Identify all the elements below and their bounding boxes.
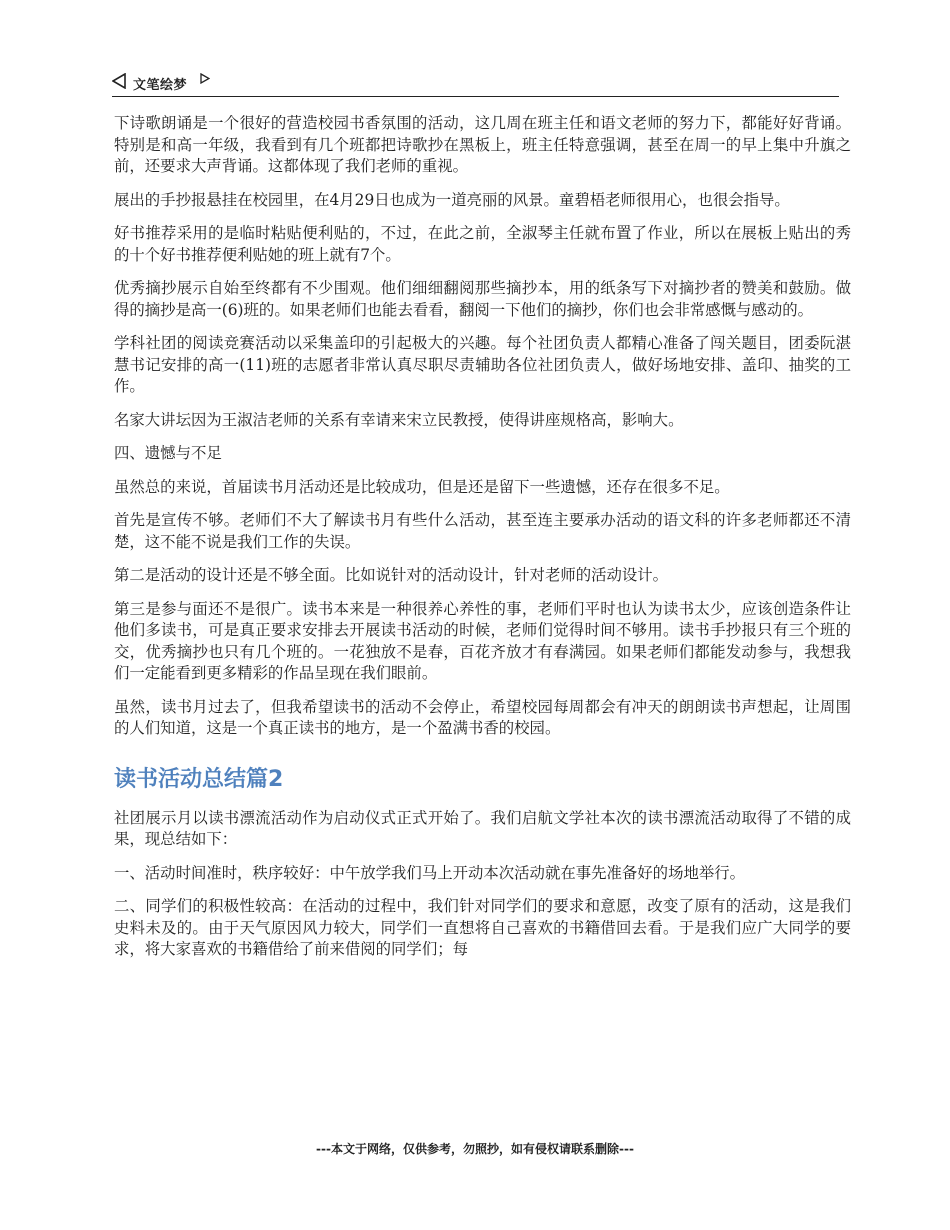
paragraph: 二、同学们的积极性较高：在活动的过程中，我们针对同学们的要求和意愿，改变了原有的活动，这是我们史料未及的。由于天气原因风力较大，同学们一直想将自己喜欢的书籍借回去看。于是我们应广大同学的要求，将大家喜欢的书籍借给了前来借阅的同学们；每 (114, 897, 851, 958)
brand-name: 文笔绘梦 (133, 78, 188, 93)
subheading: 四、遗憾与不足 (114, 444, 222, 462)
paragraph: 虽然，读书月过去了，但我希望读书的活动不会停止，希望校园每周都会有冲天的朗朗读书声想起，让周围的人们知道，这是一个真正读书的地方，是一个盈满书香的校园。 (114, 697, 851, 737)
paragraph: 一、活动时间准时，秩序较好：中午放学我们马上开动本次活动就在事先准备好的场地举行。 (114, 863, 746, 882)
paragraph: 名家大讲坛因为王淑洁老师的关系有幸请来宋立民教授，使得讲座规格高，影响大。 (114, 410, 684, 429)
section-title: 读书活动总结篇2 (114, 766, 284, 792)
paragraph: 好书推荐采用的是临时粘贴便利贴的，不过，在此之前，全淑琴主任就布置了作业，所以在展板上贴出的秀的十个好书推荐便利贴她的班上就有7个。 (114, 224, 851, 264)
paragraph: 下诗歌朗诵是一个很好的营造校园书香氛围的活动，这几周在班主任和语文老师的努力下，都能好好背诵。特别是和高一年级，我看到有几个班都把诗歌抄在黑板上，班主任特意强调，甚至在周一的早上集中升旗之前，还要求大声背诵。这都体现了我们老师的重视。 (114, 114, 851, 175)
paragraph: 首先是宣传不够。老师们不大了解读书月有些什么活动，甚至连主要承办活动的语文科的许多老师都还不清楚，这不能不说是我们工作的失误。 (114, 511, 851, 551)
paragraph: 展出的手抄报悬挂在校园里，在4月29日也成为一道亮丽的风景。童碧梧老师很用心，也很会指导。 (114, 190, 790, 209)
paragraph: 社团展示月以读书漂流活动作为启动仪式正式开始了。我们启航文学社本次的读书漂流活动取得了不错的成果，现总结如下： (114, 808, 851, 848)
paragraph: 虽然总的来说，首届读书月活动还是比较成功，但是还是留下一些遗憾，还存在很多不足。 (114, 477, 730, 496)
paragraph: 优秀摘抄展示自始至终都有不少围观。他们细细翻阅那些摘抄本，用的纸条写下对摘抄者的赞美和鼓励。做得的摘抄是高一(6)班的。如果老师们也能去看看，翻阅一下他们的摘抄，你们也会非常感慨与感动的。 (114, 279, 851, 319)
triangle-right-outline-icon (200, 73, 210, 84)
page-header (112, 70, 839, 97)
paragraph: 学科社团的阅读竞赛活动以采集盖印的引起极大的兴趣。每个社团负责人都精心准备了闯关题目，团委阮湛慧书记安排的高一(11)班的志愿者非常认真尽职尽责辅助各位社团负责人，做好场地安排、盖印、抽奖的工作。 (114, 334, 851, 395)
page-footer: ---本文于网络，仅供参考，勿照抄，如有侵权请联系删除--- (316, 1142, 634, 1156)
paragraph: 第三是参与面还不是很广。读书本来是一种很养心养性的事，老师们平时也认为读书太少，应该创造条件让他们多读书，可是真正要求安排去开展读书活动的时候，老师们觉得时间不够用。读书手抄报只有三个班的交，优秀摘抄也只有几个班的。一花独放不是春，百花齐放才有春满园。如果老师们都能发动参与，我想我们一定能看到更多精彩的作品呈现在我们眼前。 (114, 599, 851, 682)
paragraph: 第二是活动的设计还是不够全面。比如说针对的活动设计，针对老师的活动设计。 (114, 566, 669, 584)
document-body (114, 113, 851, 973)
triangle-left-outline-icon (112, 73, 126, 89)
